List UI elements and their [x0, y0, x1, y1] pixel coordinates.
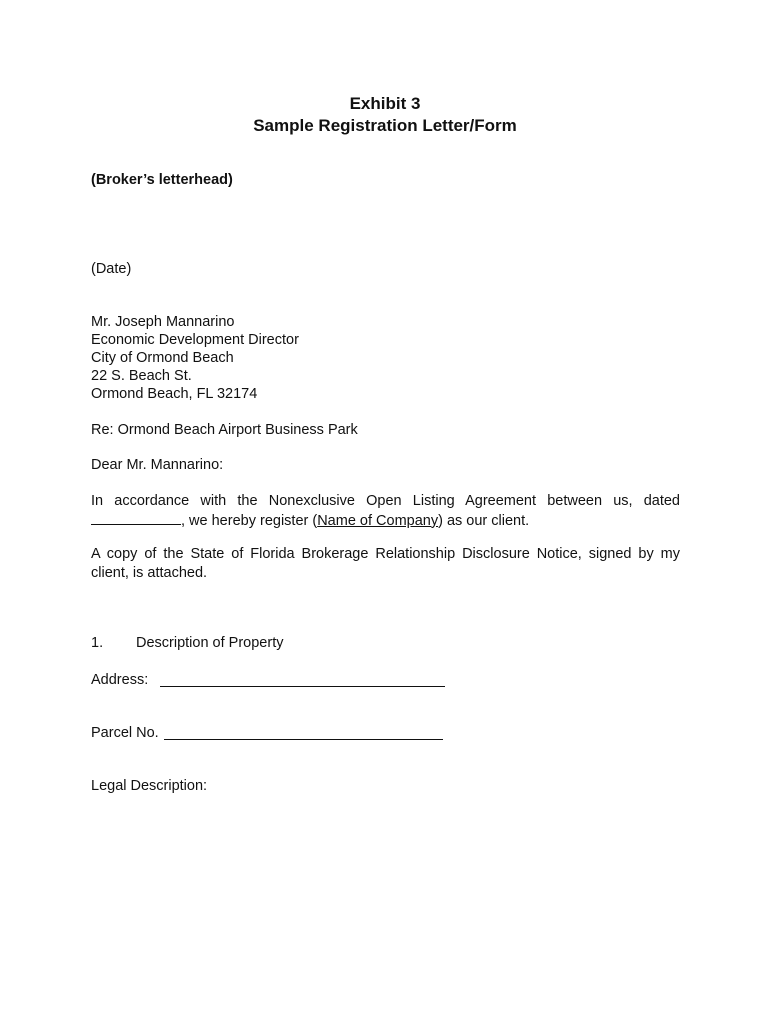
re-line: Re: Ormond Beach Airport Business Park: [91, 422, 358, 438]
address-field[interactable]: [160, 686, 445, 687]
paragraph-agreement-line1: In accordance with the Nonexclusive Open Listing Agreement between us, dated: [91, 493, 680, 509]
paragraph-disclosure-line2: client, is attached.: [91, 564, 208, 581]
recipient-org: City of Ormond Beach: [91, 350, 234, 366]
paragraph-disclosure-line1: A copy of the State of Florida Brokerage Relationship Disclosure Notice, signed by my: [91, 546, 680, 562]
parcel-label: Parcel No.: [91, 725, 159, 741]
address-label: Address:: [91, 672, 149, 688]
letterhead-placeholder: (Broker’s letterhead): [91, 172, 233, 188]
parcel-field[interactable]: [164, 739, 443, 740]
recipient-city: Ormond Beach, FL 32174: [91, 386, 258, 402]
section-number: 1.: [91, 635, 104, 651]
section-title: Description of Property: [136, 635, 284, 651]
date-blank[interactable]: [91, 511, 181, 525]
salutation: Dear Mr. Mannarino:: [91, 457, 224, 473]
legal-description-label: Legal Description:: [91, 778, 208, 794]
paragraph-agreement-line2: , we hereby register (Name of Company) as our client.: [91, 511, 680, 531]
form-subtitle: Sample Registration Letter/Form: [253, 116, 517, 135]
recipient-street: 22 S. Beach St.: [91, 368, 192, 384]
section-heading: [91, 634, 283, 652]
paragraph-disclosure: [91, 545, 680, 582]
company-name-placeholder: Name of Company: [317, 512, 439, 529]
recipient-name: Mr. Joseph Mannarino: [91, 314, 235, 330]
date-placeholder: (Date): [91, 261, 132, 277]
paragraph-agreement: [91, 492, 680, 530]
exhibit-title: Exhibit 3: [349, 94, 421, 113]
recipient-title: Economic Development Director: [91, 332, 299, 348]
